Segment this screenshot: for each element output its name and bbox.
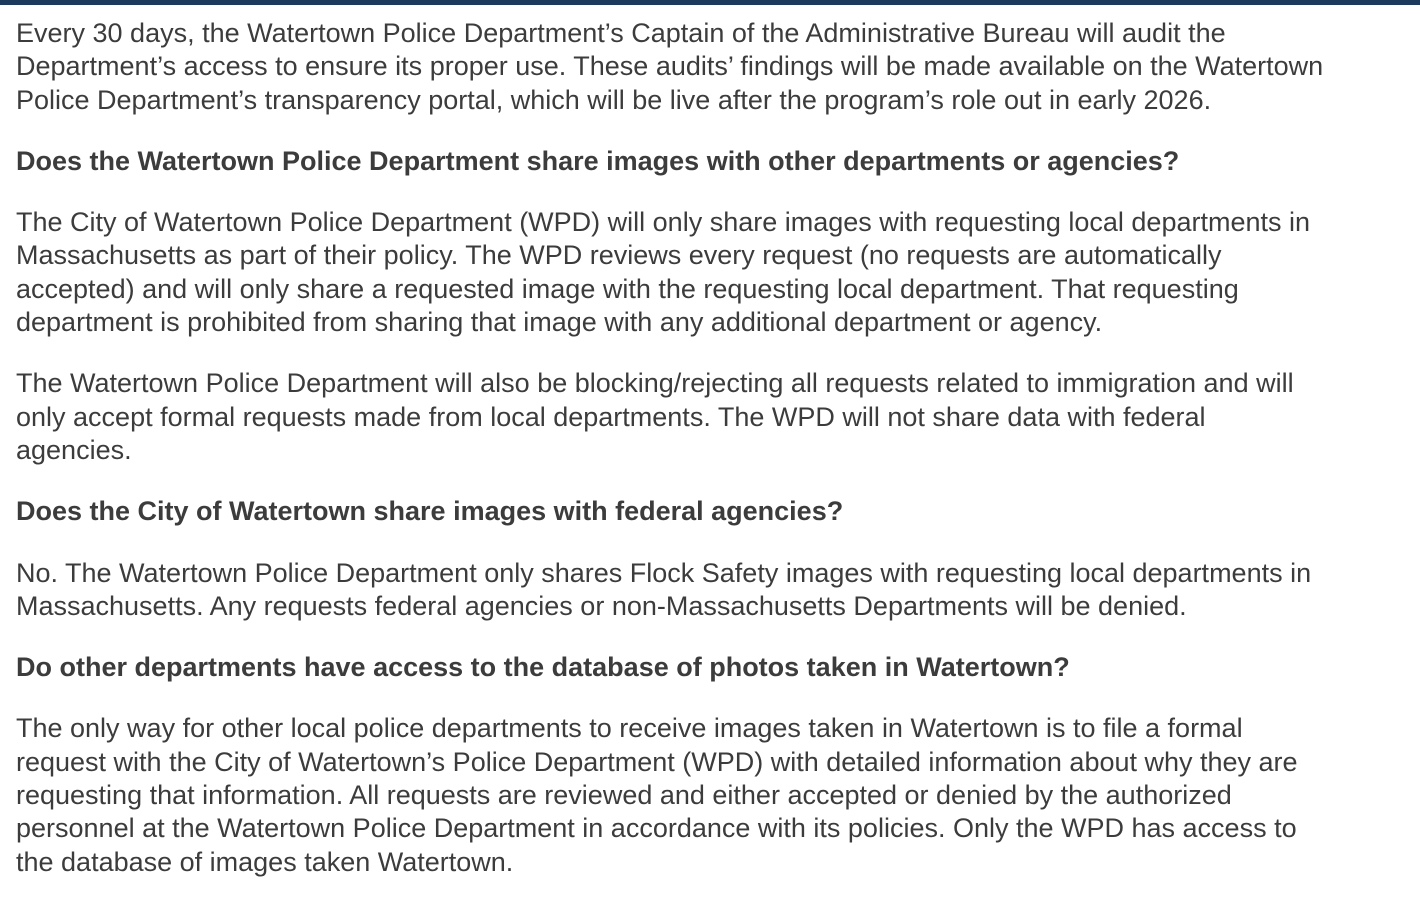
answer-share-other-departments-p1: The City of Watertown Police Department (WPD) will only share images with requesting local departments in Massachusetts as part of their policy. The WPD reviews every request (no requests are automatically accepted) and will only share a requested image with the requesting local department. That requesting department is prohibited from sharing that image with any additional department or agency. (16, 207, 1311, 338)
faq-content (16, 17, 1416, 907)
answer-database-access: The only way for other local police departments to receive images taken in Watertown is to file a formal request with the City of Watertown’s Police Department (WPD) with detailed information about why they are requesting that information. All requests are reviewed and either accepted or denied by the authorized personnel at the Watertown Police Department in accordance with its policies. Only the WPD has access to the database of images taken Watertown. (16, 713, 1298, 877)
intro-paragraph: Every 30 days, the Watertown Police Department’s Captain of the Administrative Bureau will audit the Department’s access to ensure its proper use. These audits’ findings will be made available on the Watertown Police Department’s transparency portal, which will be live after the program’s role out in early 2026. (16, 18, 1324, 115)
question-share-federal-agencies: Does the City of Watertown share images with federal agencies? (16, 496, 844, 527)
question-database-access: Do other departments have access to the database of photos taken in Watertown? (16, 652, 1070, 683)
header-accent-bar (0, 0, 1420, 5)
question-share-other-departments: Does the Watertown Police Department share images with other departments or agencies? (16, 145, 1180, 176)
answer-share-federal-agencies: No. The Watertown Police Department only shares Flock Safety images with requesting local departments in Massachusetts. Any requests federal agencies or non-Massachusetts Departments will be denied. (16, 557, 1312, 621)
answer-share-other-departments-p2: The Watertown Police Department will also be blocking/rejecting all requests related to immigration and will only accept formal requests made from local departments. The WPD will not share data with federal agencies. (16, 368, 1294, 465)
